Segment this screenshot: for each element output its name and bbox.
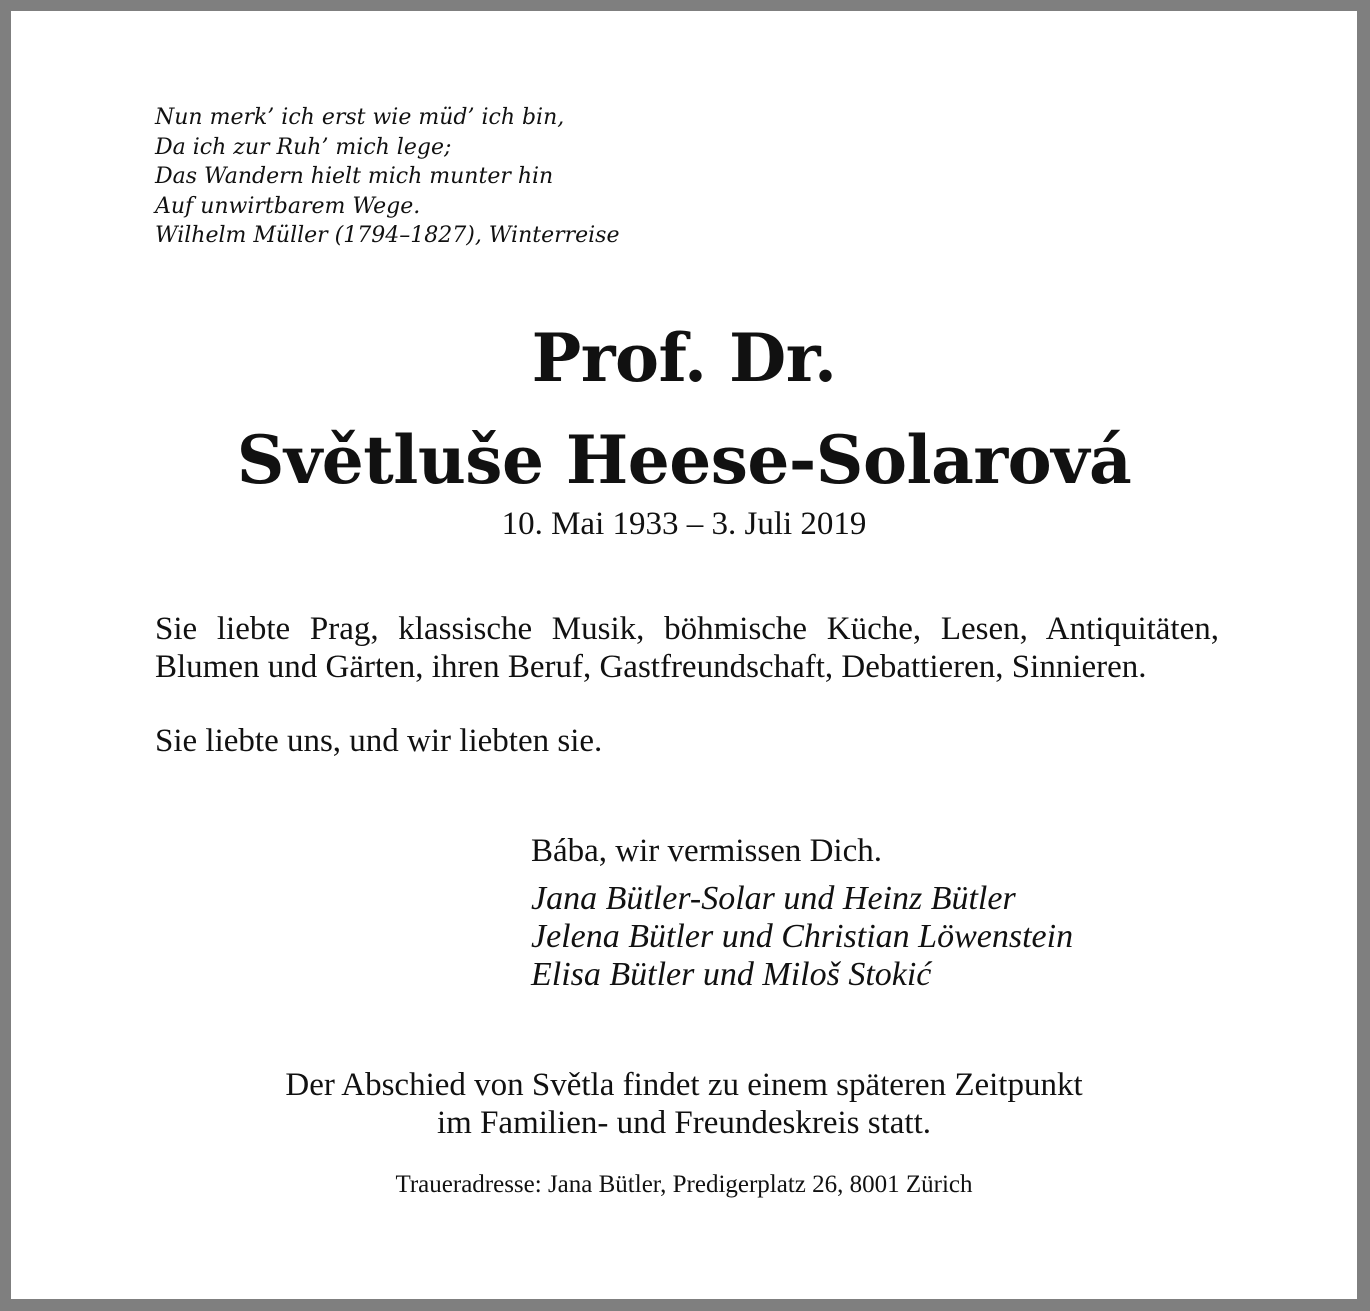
poem-quote	[155, 103, 620, 251]
poem-line: Nun merk’ ich erst wie müd’ ich bin,	[155, 105, 565, 130]
poem-line: Das Wandern hielt mich munter hin	[155, 164, 554, 189]
life-dates: 10. Mai 1933 – 3. Juli 2019	[501, 506, 867, 542]
signer-line: Jelena Bütler und Christian Löwenstein	[531, 918, 1074, 955]
obituary-notice	[11, 11, 1357, 1299]
deceased-name: Světluše Heese-Solarová	[236, 421, 1132, 499]
signoff-line: Bába, wir vermissen Dich.	[531, 833, 882, 869]
tribute-closing-line: Sie liebte uns, und wir liebten sie.	[155, 723, 603, 759]
signers-list	[531, 880, 1073, 994]
poem-line: Auf unwirtbarem Wege.	[155, 193, 421, 219]
poem-line: Da ich zur Ruh’ mich lege;	[155, 134, 452, 160]
farewell-line-1: Der Abschied von Světla findet zu einem späteren Zeitpunkt	[285, 1067, 1083, 1103]
signer-line: Elisa Bütler und Miloš Stokić	[531, 956, 932, 993]
academic-title: Prof. Dr.	[531, 319, 837, 397]
mourning-address: Traueradresse: Jana Bütler, Predigerplatz 26, 8001 Zürich	[395, 1171, 973, 1198]
farewell-notice	[11, 1066, 1357, 1142]
signer-line: Jana Bütler-Solar und Heinz Bütler	[531, 880, 1016, 917]
poem-attribution: Wilhelm Müller (1794–1827), Winterreise	[155, 223, 620, 248]
farewell-line-2: im Familien- und Freundeskreis statt.	[436, 1105, 932, 1141]
tribute-paragraph: Sie liebte Prag, klassische Musik, böhmische Küche, Lesen, Antiquitäten, Blumen und Gärten, ihren Beruf, Gastfreundschaft, Debattieren, Sinnieren.	[155, 611, 1219, 685]
